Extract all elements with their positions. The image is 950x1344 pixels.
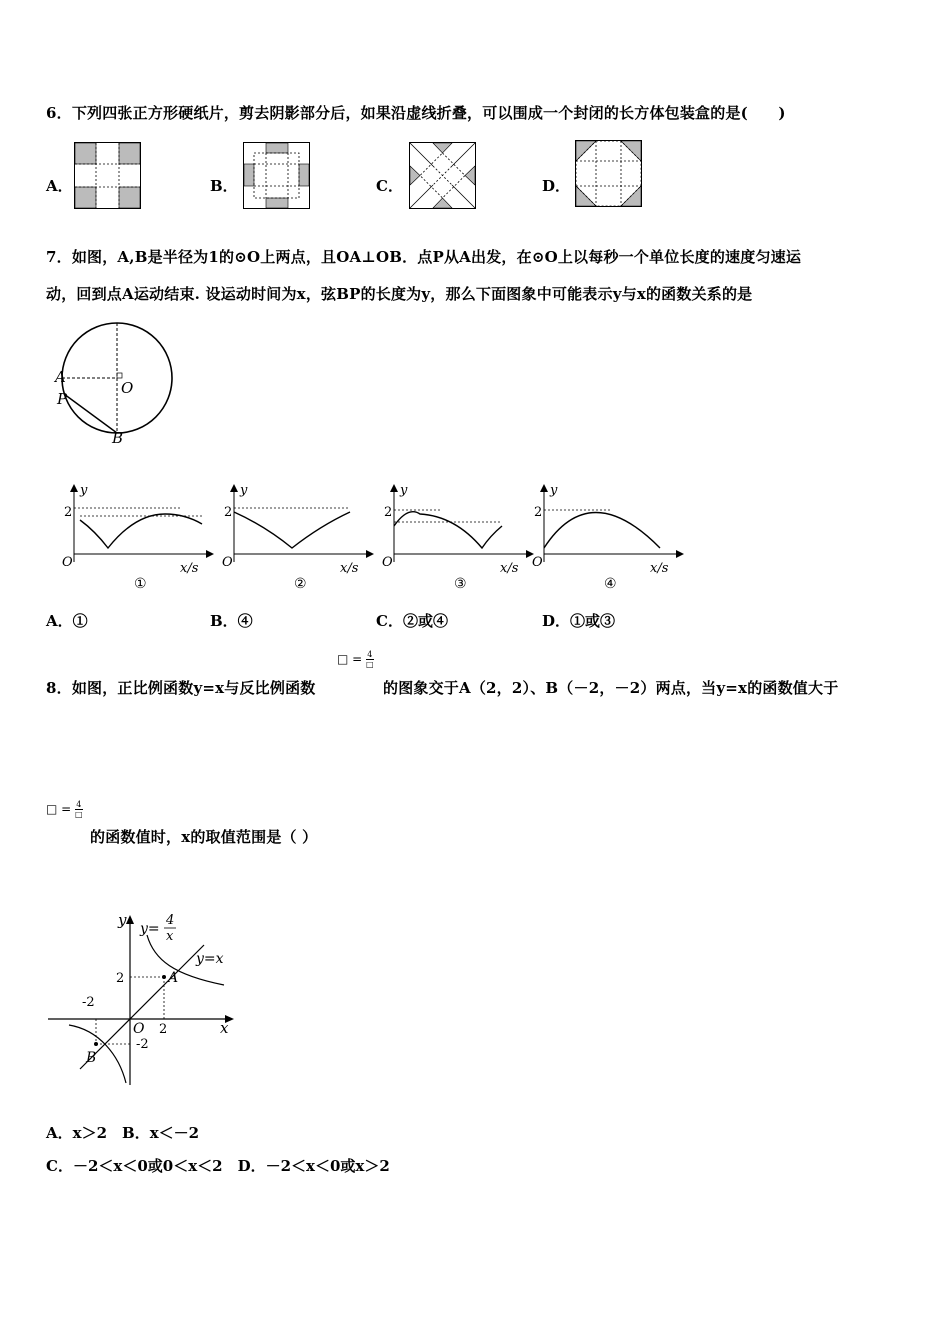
q7-graph-4 [530,482,690,597]
q7-graph-4-xlabel: x/s [650,561,669,576]
q7-graph-3-xlabel: x/s [500,561,519,576]
q8-label-y: y [118,911,127,929]
q8-part1: 8．如图，正比例函数y=x与反比例函数 [46,679,316,697]
q6-figure-b [243,142,311,210]
q7-graph-1 [60,482,220,597]
q6-figure-a [74,142,142,210]
q6-option-a-label: A． [46,177,73,195]
q8-line-label: y=x [196,951,224,967]
q7-answer-a: A．① [46,612,88,630]
q7-graph-4-origin: O [532,555,543,570]
q7-label-b: B [112,429,124,445]
q7-answer-c: C．②或④ [376,612,448,630]
q7-label-o: O [121,379,134,397]
q7-answer-d: D．①或③ [542,612,616,630]
q8-formula-lhs-2: □ = [46,802,72,816]
q8-formula-den-2: □ [75,810,83,819]
q7-graph-2 [220,482,380,597]
q7-line2: 动，回到点A运动结束. 设运动时间为x，弦BP的长度为y，那么下面图象中可能表示y与x的函数关系的是 [46,285,753,303]
q8-formula-lhs: □ = [337,652,363,666]
q7-graph-2-ylabel: y [240,483,248,498]
q6-figure-d [575,140,643,208]
q7-label-a: A [55,368,66,386]
q7-graph-3-tick: 2 [384,505,393,520]
q8-answers-line2: C．－2＜x＜0或0＜x＜2 D．－2＜x＜0或x＞2 [46,1157,390,1175]
q8-answers-line1: A．x＞2 B．x＜－2 [46,1124,200,1142]
q8-formula-block [46,800,83,819]
q8-xtick-pos: 2 [159,1022,168,1037]
q8-formula-num: 4 [367,650,373,659]
q7-label-p: P [57,390,68,408]
q7-graph-1-num: ① [134,576,147,592]
q8-label-o: O [133,1021,145,1037]
q8-label-a: A [168,970,179,986]
q7-circle-figure [50,320,180,445]
q7-graph-1-origin: O [62,555,73,570]
q8-label-x: x [220,1019,229,1037]
q8-curve-label-num: 4 [166,913,175,928]
q7-graph-2-origin: O [222,555,233,570]
q7-graph-4-num: ④ [604,576,617,592]
q7-graph-2-xlabel: x/s [340,561,359,576]
q8-curve-label-den: x [166,929,174,944]
q6-figure-c [409,142,477,210]
q7-answer-b: B．④ [210,612,253,630]
q7-graph-4-curve [544,513,660,549]
q8-curve-label-pre: y= [140,921,160,937]
q6-text: 6．下列四张正方形硬纸片，剪去阴影部分后，如果沿虚线折叠，可以围成一个封闭的长方体包装盒的是( ) [46,104,786,122]
q6-option-b-label: B． [210,177,238,195]
q7-graph-3-origin: O [382,555,393,570]
q7-graph-2-num: ② [294,576,307,592]
q6-option-d-label: D． [542,177,571,195]
q7-graph-1-curve [80,514,202,548]
q7-graph-3-curve [394,512,502,548]
q7-graph-2-tick: 2 [224,505,233,520]
q7-graph-4-tick: 2 [534,505,543,520]
q7-graph-3 [380,482,543,597]
q8-part2: 的图象交于A（2，2）、B（－2，－2）两点，当y=x的函数值大于 [383,679,839,697]
q7-line1: 7．如图，A,B是半径为1的⊙O上两点，且OA⊥OB．点P从A出发，在⊙O上以每秒一个单位长度的速度匀速运 [46,248,802,266]
q8-graph [44,905,244,1090]
q8-label-b: B [86,1050,97,1066]
q8-ytick-neg: -2 [136,1037,149,1052]
q7-graph-1-tick: 2 [64,505,73,520]
q8-formula-num-2: 4 [76,800,82,809]
q7-graph-4-ylabel: y [550,483,558,498]
q8-formula-inline [337,650,374,669]
q7-graph-1-ylabel: y [80,483,88,498]
q7-graph-3-num: ③ [454,576,467,592]
q8-xtick-neg: -2 [82,995,95,1010]
q7-graph-1-xlabel: x/s [180,561,199,576]
q8-line2: 的函数值时，x的取值范围是（ ） [90,828,318,846]
q6-option-c-label: C． [376,177,403,195]
q8-formula-den: □ [366,660,374,669]
q8-ytick-pos: 2 [116,971,125,986]
q7-graph-2-curve [234,512,350,548]
q7-graph-3-ylabel: y [400,483,408,498]
